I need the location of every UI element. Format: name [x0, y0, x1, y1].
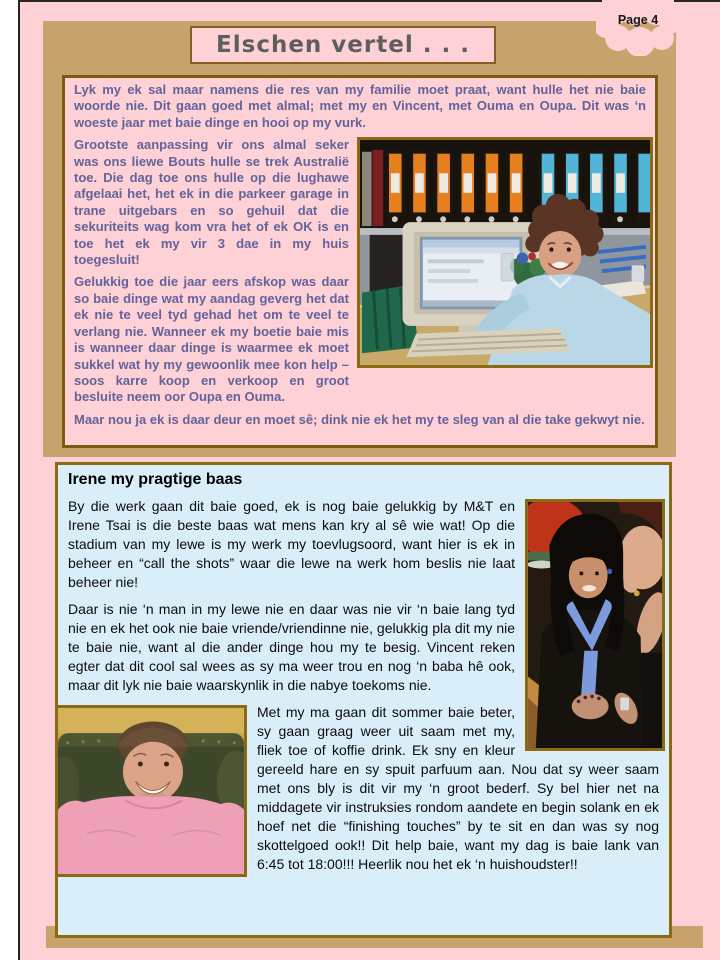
page-number-label: Page 4 — [617, 13, 659, 27]
page-edge-line-vertical — [18, 0, 20, 960]
top-paragraph-4: Maar nou ja ek is daar deur en moet sê; dink nie ek het my te sleg van al die take gekwyt nie. — [74, 411, 645, 427]
bottom-paragraph-3: Met my ma gaan dit sommer baie beter, sy gaan graag weer uit saam met my, fliek toe of koffie drink. Ek sny en kleur gereeld hare en sy spuit parfuum aan. Nou dat sy weer saam met ons bly is dit vir my ‘n groot bederf. Sy bel hier net na middagete vir instruksies rondom aandete en begin solank en ek hoef net die “finishing touches” by te sit en dan was sy nog skottelgoed ook!! Dit help baie, want my dag is baie lank van 6:45 tot 18:00!!! Heerlik nou het ek ‘n huishoudster!! — [257, 704, 659, 872]
office-photo-illustration — [360, 140, 650, 365]
work-section-box — [55, 462, 672, 938]
page-title: Elschen vertel . . . — [216, 32, 470, 58]
mother-photo-illustration — [58, 708, 244, 874]
scan-white-margin — [0, 0, 18, 960]
irene-at-table-photo — [525, 499, 665, 751]
binder-shelf — [360, 140, 650, 235]
top-letter-box — [62, 75, 658, 448]
top-paragraph-1: Lyk my ek sal maar namens die res van my familie moet praat, want hulle het nie baie woorde nie. Dit gaan goed met almal; met my en Vincent, met Ouma en Oupa. Dit was ‘n woeste jaar met baie dinge en hooi op my vurk. — [74, 82, 646, 130]
bottom-paragraph-1: By die werk gaan dit baie goed, ek is nog baie gelukkig by M&T en Irene Tsai is die beste baas wat mens kan kry al sê wie wat! Op die stadium van my lewe is my werk my toevlugsoord, want hier is ek in beheer en “call the shots” waar die lewe na werk hom beslis nie laat beheer nie! — [68, 498, 515, 590]
top-paragraph-3: Gelukkig toe die jaar eers afskop was daar so baie dinge wat my aandag geverg het dat ek nie te veel tyd gehad het om te veel te verlang nie. Wanneer ek my boetie baie mis is wanneer daar dinge is waarmee ek moet sukkel wat hy my gewoonlik mee kon help – soos karre koop en verkoop en groot besluite neem oor Oupa en Ouma. — [74, 274, 349, 405]
title-box — [190, 26, 496, 64]
mother-on-couch-photo — [55, 705, 247, 877]
wristwatch — [620, 697, 629, 710]
woman-at-office-desk-photo — [357, 137, 653, 368]
bottom-paragraph-2: Daar is nie ‘n man in my lewe nie en daar was nie vir ‘n baie lang tyd nie en ek het ook nie baie vriende/vriendinne nie, gelukkig pla dit my nie te baie nie, want al die ander dinge hou my te besig. Vincent reken egter dat dit cool sal wees as sy ma weer trou en nog ‘n baba hê ook, maar dit lyk nie baie waarskynlik in die nabye toekoms nie. — [68, 601, 515, 693]
section-heading: Irene my pragtige baas — [68, 471, 243, 488]
irene-photo-illustration — [528, 502, 662, 748]
page-number-badge — [596, 0, 680, 56]
top-paragraph-2: Grootste aanpassing vir ons almal seker was ons liewe Bouts hulle se trek Australië toe. Die dag toe ons hulle op die lughawe afgelaai het, het ek in die parkeer garage in trane uitgebars en so gehuil dat die sekuriteits wag kom vra het of ek OK is en toe het ek my vir 3 dae in my huis toegesluit! — [74, 137, 349, 268]
